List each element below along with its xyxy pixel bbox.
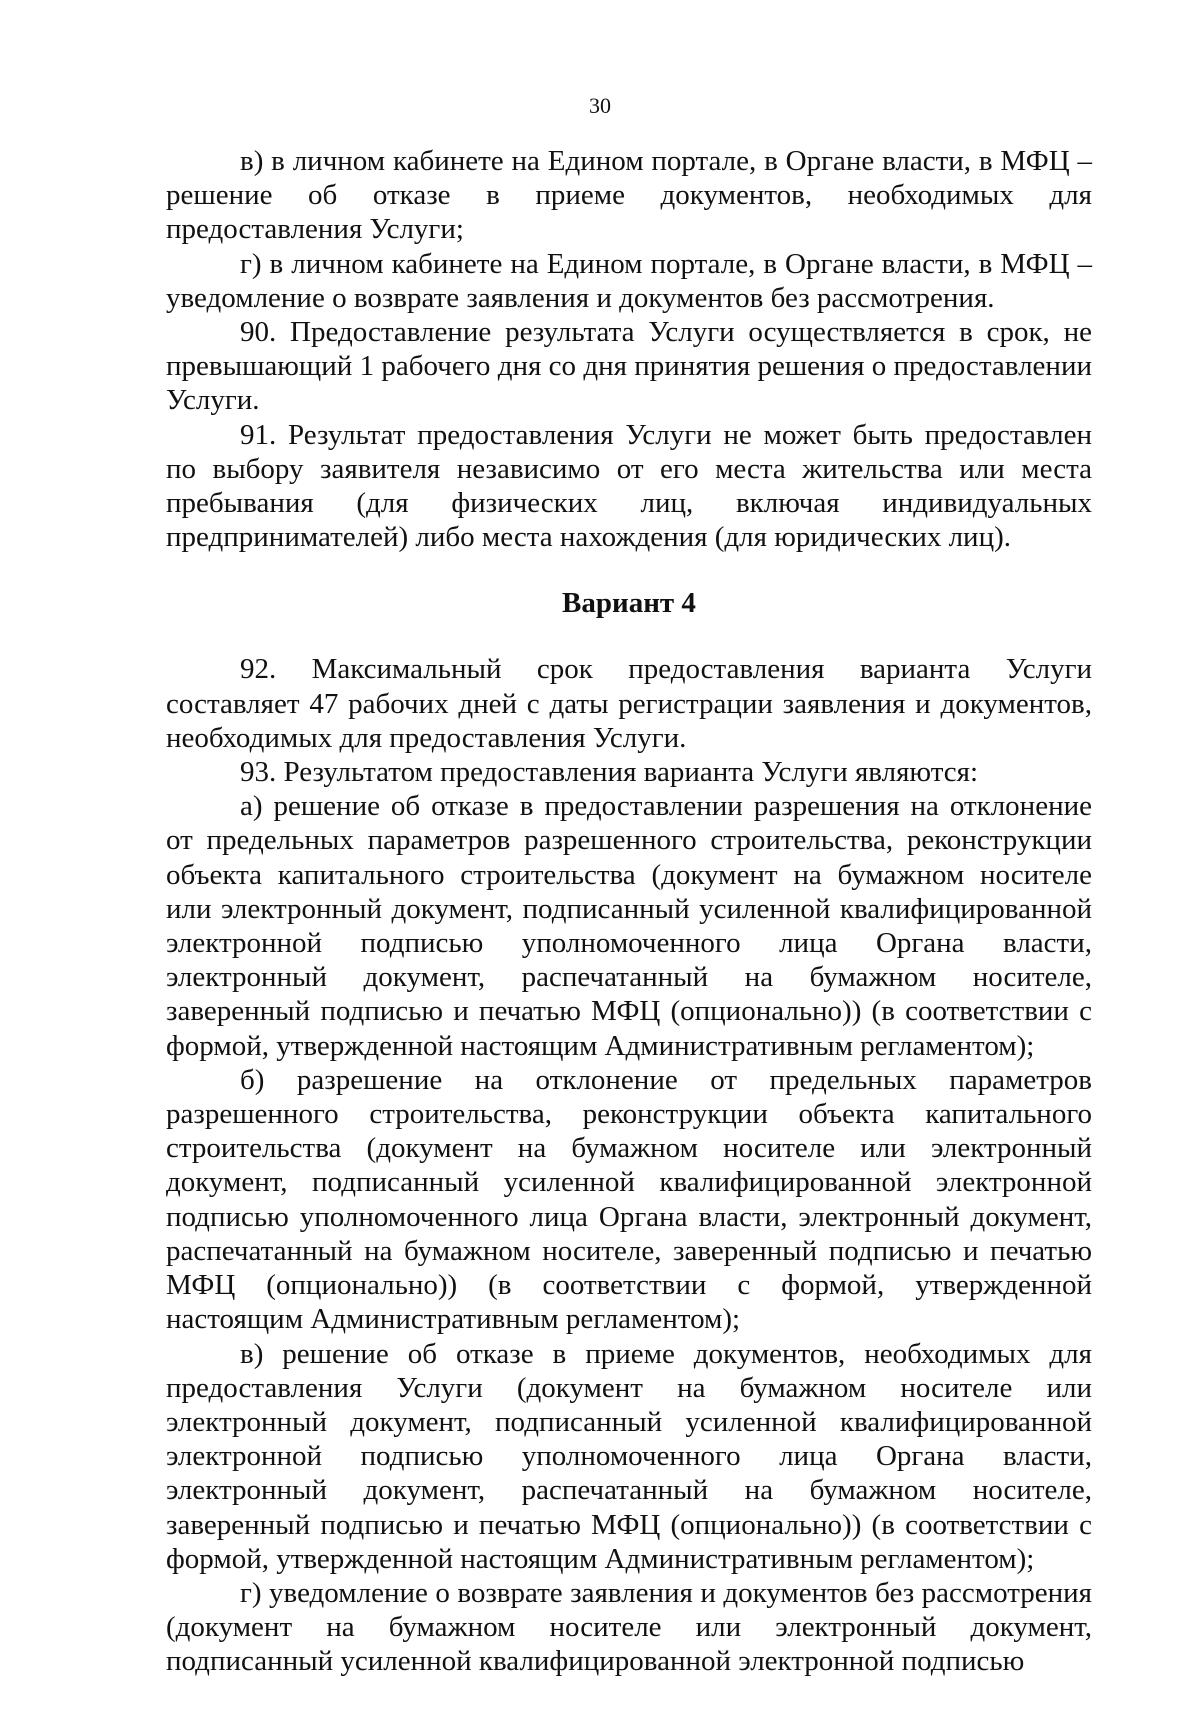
paragraph-91: 91. Результат предоставления Услуги не может быть предоставлен по выбору заявителя независимо от его места жительства или места пребывания (для физических лиц, включая индивидуальных предпринимателей) либо места нахождения (для юридических лиц). [166,418,1092,554]
paragraph-90: 90. Предоставление результата Услуги осуществляется в срок, не превышающий 1 рабочего дня со дня принятия решения о предоставлении Услуги. [166,316,1092,417]
paragraph-item-g: г) уведомление о возврате заявления и документов без рассмотрения (документ на бумажном носителе или электронный документ, подписанный усиленной квалифицированной электронной подписью [166,1576,1092,1678]
paragraph-item-v: в) решение об отказе в приеме документов, необходимых для предоставления Услуги (документ на бумажном носителе или электронный документ, подписанный усиленной квалифицированной электронной подписью уполномоченного лица Органа власти, электронный документ, распечатанный на бумажном носителе, заверенный подписью и печатью МФЦ (опционально)) (в соответствии с формой, утвержденной настоящим Административным регламентом); [166,1337,1092,1575]
page-number: 30 [589,93,611,118]
paragraph-item-b: б) разрешение на отклонение от предельных параметров разрешенного строительства, реконструкции объекта капитального строительства (документ на бумажном носителе или электронный документ, подписанный усиленной квалифицированной электронной подписью уполномоченного лица Органа власти, электронный документ, распечатанный на бумажном носителе, заверенный подписью и печатью МФЦ (опционально)) (в соответствии с формой, утвержденной настоящим Административным регламентом); [166,1063,1092,1336]
paragraph-92: 92. Максимальный срок предоставления варианта Услуги составляет 47 рабочих дней с даты регистрации заявления и документов, необходимых для предоставления Услуги. [166,653,1092,754]
paragraph-item-a: а) решение об отказе в предоставлении разрешения на отклонение от предельных параметров разрешенного строительства, реконструкции объекта капитального строительства (документ на бумажном носителе или электронный документ, подписанный усиленной квалифицированной электронной подписью уполномоченного лица Органа власти, электронный документ, распечатанный на бумажном носителе, заверенный подписью и печатью МФЦ (опционально)) (в соответствии с формой, утвержденной настоящим Административным регламентом); [166,790,1092,1062]
paragraph-93: 93. Результатом предоставления варианта Услуги являются: [240,756,978,789]
document-body [166,144,1092,1679]
section-heading-variant-4: Вариант 4 [562,587,696,620]
paragraph-item-g-personal-cabinet: г) в личном кабинете на Едином портале, в Органе власти, в МФЦ – уведомление о возврате заявления и документов без рассмотрения. [166,247,1092,314]
paragraph-item-v-personal-cabinet: в) в личном кабинете на Едином портале, в Органе власти, в МФЦ – решение об отказе в приеме документов, необходимых для предоставления Услуги; [166,145,1092,246]
